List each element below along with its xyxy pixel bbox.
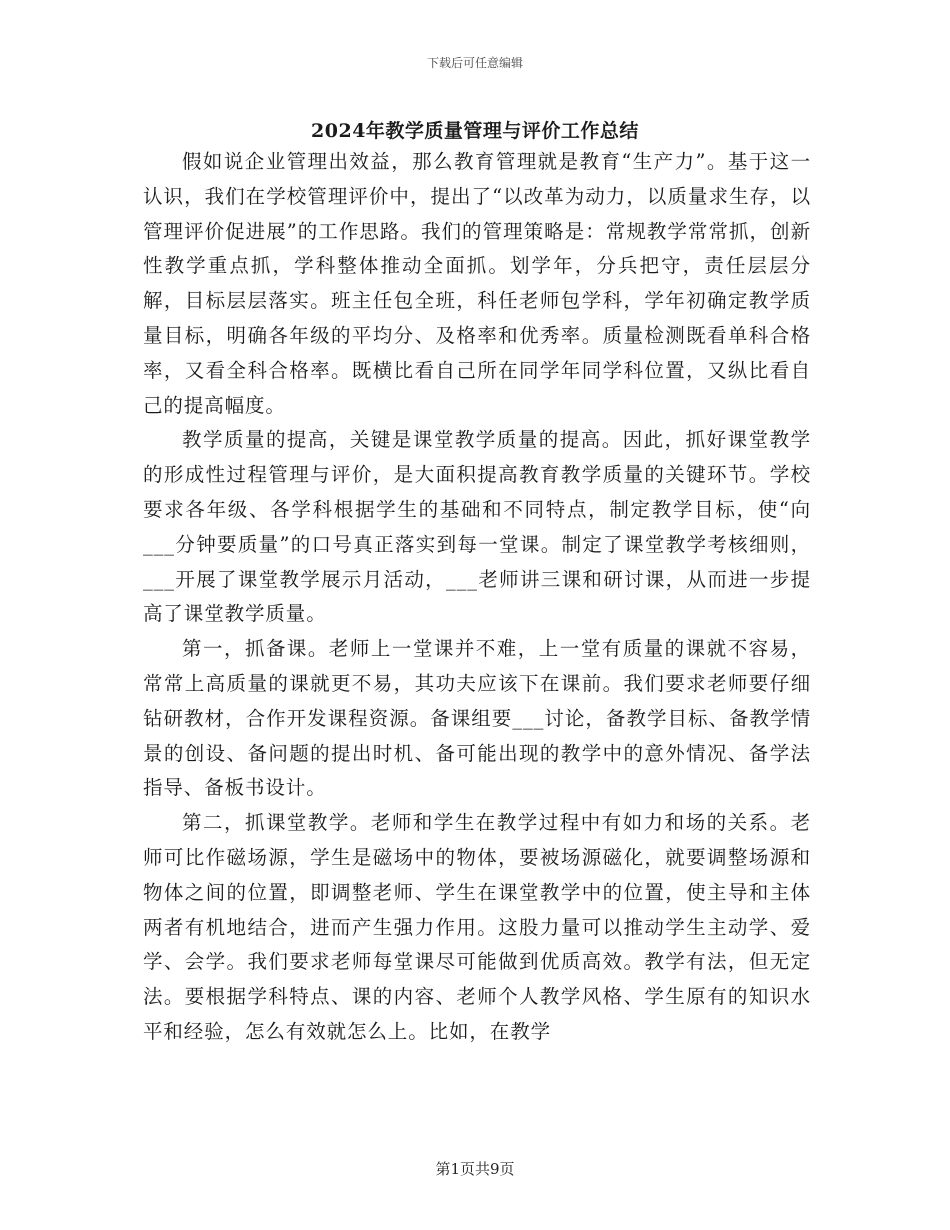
page-number: 第1页共9页 [435, 1160, 515, 1178]
paragraph: 教学质量的提高，关键是课堂教学质量的提高。因此，抓好课堂教学的形成性过程管理与评价，是大面积提高教育教学质量的关键环节。学校要求各年级、各学科根据学生的基础和不同特点，制定教学目标，使“向___分钟要质量”的口号真正落实到每一堂课。制定了课堂教学考核细则，___开展了课堂教学展示月活动，___老师讲三课和研讨课，从而进一步提高了课堂教学质量。 [143, 428, 811, 626]
document-body [143, 145, 811, 1050]
page-header-note: 下载后可任意编辑 [426, 56, 523, 70]
paragraph: 第一，抓备课。老师上一堂课并不难，上一堂有质量的课就不容易，常常上高质量的课就更不易，其功夫应该下在课前。我们要求老师要仔细钻研教材，合作开发课程资源。备课组要___讨论，备教学目标、备教学情景的创设、备问题的提出时机、备可能出现的教学中的意外情况、备学法指导、备板书设计。 [143, 637, 811, 800]
paragraph: 第二，抓课堂教学。老师和学生在教学过程中有如力和场的关系。老师可比作磁场源，学生是磁场中的物体，要被场源磁化，就要调整场源和物体之间的位置，即调整老师、学生在课堂教学中的位置，使主导和主体两者有机地结合，进而产生强力作用。这股力量可以推动学生主动学、爱学、会学。我们要求老师每堂课尽可能做到优质高效。教学有法，但无定法。要根据学科特点、课的内容、老师个人教学风格、学生原有的知识水平和经验，怎么有效就怎么上。比如，在教学 [143, 811, 811, 1043]
paragraph: 假如说企业管理出效益，那么教育管理就是教育“生产力”。基于这一认识，我们在学校管理评价中，提出了“以改革为动力，以质量求生存，以管理评价促进展”的工作思路。我们的管理策略是：常规教学常常抓，创新性教学重点抓，学科整体推动全面抓。划学年，分兵把守，责任层层分解，目标层层落实。班主任包全班，科任老师包学科，学年初确定教学质量目标，明确各年级的平均分、及格率和优秀率。质量检测既看单科合格率，又看全科合格率。既横比看自己所在同学年同学科位置，又纵比看自己的提高幅度。 [143, 150, 811, 417]
document-title: 2024年教学质量管理与评价工作总结 [311, 120, 639, 142]
